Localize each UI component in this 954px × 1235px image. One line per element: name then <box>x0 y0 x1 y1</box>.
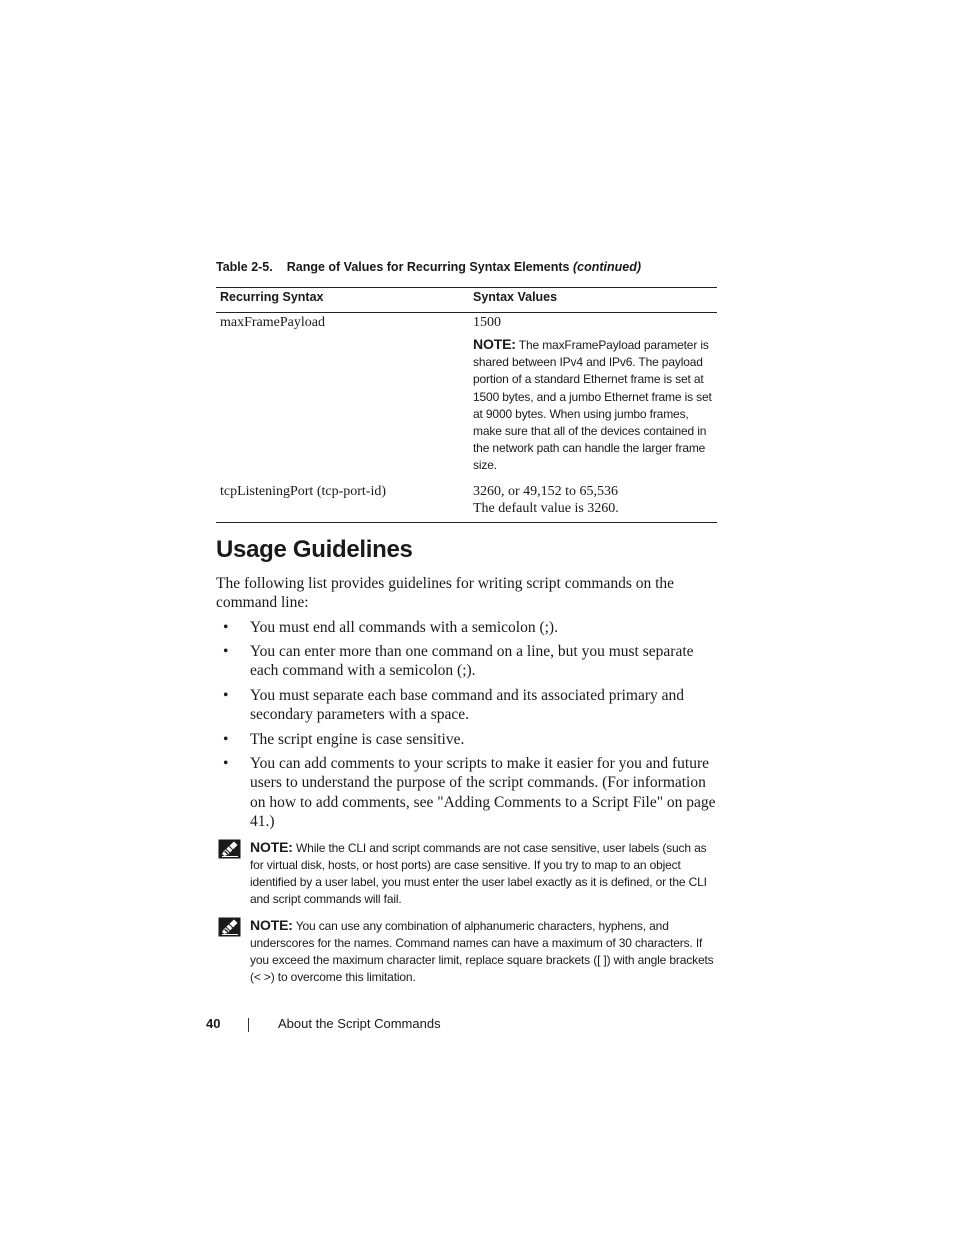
note-block <box>250 917 718 986</box>
table-note-text: The maxFramePayload parameter is shared between IPv4 and IPv6. The payload portion of a standard Ethernet frame is set at 1500 bytes, and a jumbo Ethernet frame is set at 9000 bytes. When using jumbo frames, make sure that all of the devices contained in the network path can handle the larger frame size. <box>473 338 712 473</box>
table-cell-note <box>473 336 717 475</box>
table-caption-title: Range of Values for Recurring Syntax Elements <box>286 260 570 274</box>
note-label: NOTE: <box>250 917 293 933</box>
page-number: 40 <box>206 1016 221 1031</box>
table-caption <box>216 260 641 274</box>
footer-title: About the Script Commands <box>278 1016 441 1031</box>
note-label: NOTE: <box>250 839 293 855</box>
footer-separator <box>248 1018 249 1032</box>
intro-paragraph: The following list provides guidelines for writing script commands on the command line: <box>216 575 675 611</box>
table-cell-value: The default value is 3260. <box>473 501 619 516</box>
section-heading: Usage Guidelines <box>216 536 413 563</box>
bullet-glyph: • <box>223 755 229 772</box>
bullet-glyph: • <box>223 731 229 748</box>
pencil-note-icon <box>218 839 241 859</box>
table-cell-value: 1500 <box>473 315 501 330</box>
table-header-syntax-values: Syntax Values <box>473 290 558 304</box>
table-cell-syntax: maxFramePayload <box>220 315 325 330</box>
pencil-note-icon <box>218 917 241 937</box>
table-header-recurring-syntax: Recurring Syntax <box>220 290 324 304</box>
list-item: You can add comments to your scripts to make it easier for you and future users to understand the purpose of the script commands. (For information on how to add comments, see "Adding Comments to a Script File" on page 41.) <box>250 755 716 830</box>
list-item: You can enter more than one command on a line, but you must separate each command with a semicolon (;). <box>250 643 694 680</box>
table-header-rule <box>216 312 717 313</box>
note-block <box>250 839 718 908</box>
list-item: You must separate each base command and its associated primary and secondary parameters with a space. <box>250 687 685 724</box>
table-top-rule <box>216 287 717 288</box>
table-bottom-rule <box>216 522 717 523</box>
table-caption-suffix: (continued) <box>572 260 641 274</box>
bullet-glyph: • <box>223 619 229 636</box>
table-cell-value: 3260, or 49,152 to 65,536 <box>473 484 619 499</box>
note-text: You can use any combination of alphanumeric characters, hyphens, and underscores for the names. Command names can have a maximum of 30 characters. If you exceed the maximum character limit, replace square brackets ([ ]) with angle brackets (< >) to overcome this limitation. <box>250 919 714 984</box>
bullet-glyph: • <box>223 687 229 704</box>
list-item: The script engine is case sensitive. <box>250 731 465 748</box>
note-text: While the CLI and script commands are not case sensitive, user labels (such as for virtual disk, hosts, or host ports) are case sensitive. If you try to map to an object identified by a user label, you must enter the user label exactly as it is defined, or the CLI and script commands will fail. <box>250 841 707 906</box>
bullet-glyph: • <box>223 643 229 660</box>
list-item: You must end all commands with a semicolon (;). <box>250 619 558 636</box>
table-caption-label: Table 2-5. <box>216 260 273 274</box>
table-cell-syntax: tcpListeningPort (tcp-port-id) <box>220 484 387 499</box>
table-note-label: NOTE: <box>473 336 516 352</box>
